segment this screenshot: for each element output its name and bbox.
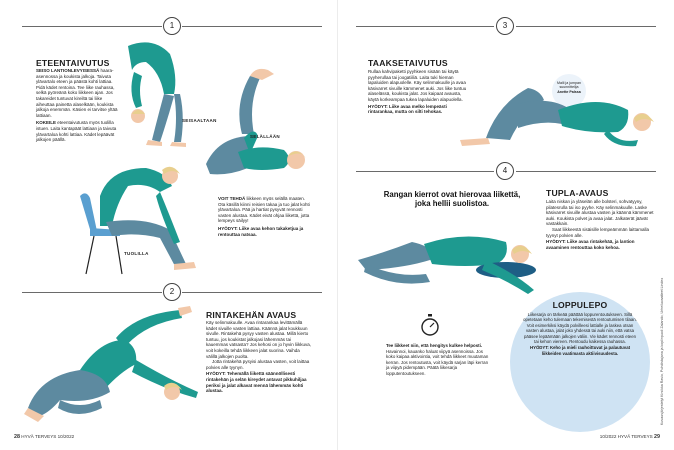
hyodyt-text: Liike avaa melko lempeästi rintarankaa, mutta on silti tehokas. [368, 103, 447, 115]
badge-line: Malli ja jumpan [557, 81, 581, 85]
section-title-taaksetaivutus: TAAKSETAIVUTUS [368, 58, 448, 68]
body-text: liikkeen myös selällä maaten. Ota käsillä kiinni reisien takaa ja tuo jalat kohti ylävartaloa. Pää ja hartiat pysyvät rennosti vasten alustaa. Kädet eivät ohjaa liikettä, jotta lempeys säilyy! [218, 196, 310, 224]
body-text: Jotta rintakehä pysyisi alustaa vasten, voit laittaa polvies alle tyynyn. [206, 359, 310, 370]
hyodyt-label: HYÖDYT: [529, 345, 549, 351]
badge-name: Anette Palssa [557, 89, 581, 94]
body-text: Liikesarja on tärkeää päättää loppurentoutukseen. Sillä opetetaan keho tulemaan tekemisestä rentoutumisen tilaan. Voit esimerkiksi käydä polvilleesi lattialle ja laskea otsan vasten alustaa, jalat joko yhdessä tai auki niin, että vatsa pääsee lepäämään jalkojen väliin. Vie kädet rennosti eteen tai kehon viereen. Rentoudu kaikessa rauhassa. [523, 312, 637, 345]
photo-credits: Kuvausjärjestelyt Kirsikka Ravio, Puhdistajana ja koplinpuoli Zalando, Urheiluvaatteet Lindex [660, 277, 664, 425]
footer-text: HYVÄ TERVEYS 10/2022 [21, 434, 75, 439]
label-tuolilla: TUOLILLA [124, 251, 149, 256]
double-opener-figure [356, 212, 552, 296]
section-title-rintakehan-avaus: RINTAKEHÄN AVAUS [206, 310, 297, 320]
standing-forward-bend-figure [108, 36, 198, 154]
divider [356, 171, 494, 172]
body-text: eteentaivutusta myös tuolilla istuen. Laita kantapäät lattiaan ja taivuta ylävartaloa kohti lattiaa. Kädet lepäävät jalkojen päällä. [36, 120, 117, 143]
stopwatch-icon [420, 314, 440, 336]
lead-text: KOKEILE [36, 120, 57, 126]
hyodyt-text: Keho ja mieli rauhoittuvat ja palautuvat liikkeiden vaatimasta aktiivisuudesta. [541, 345, 631, 356]
eteentaivutus-text [36, 68, 118, 143]
page-number: 28 [14, 434, 20, 440]
rintakehan-text [206, 320, 312, 394]
divider [516, 26, 656, 27]
voit-tehda-text [218, 196, 312, 237]
hyodyt-text: Liike avaa kehon takaketjua ja rentouttaa natsaa. [218, 225, 304, 237]
hyodyt-label: HYÖDYT: [546, 239, 566, 245]
section-title-loppulepo: LOPPULEPO [552, 300, 608, 310]
section-title-tupla-avaus: TUPLA-AVAUS [546, 188, 609, 198]
step-number-3: 3 [496, 17, 514, 35]
step-number-1: 1 [163, 17, 181, 35]
footer-text: 10/2022 HYVÄ TERVEYS [599, 434, 653, 439]
lying-legs-up-figure [198, 64, 316, 184]
tip-body: Havainnoi, kauanko haluat viipyä asennoissa. Jos koko kaipaa aktivointia, voit tehdä liikkeet muutaman kerran. Jos rentoutusta, voit käydä sarjan läpi kerran ja viipyä pidempään. Päätä liikesarja lopputentoutukseen. [386, 348, 489, 376]
body-text: Laita niskan ja yläselän alle bolsteri, sohvatyyny, pilatesrulla tai iso pyyhe. Käy selinmakuulle. Laske käsivarret sivuille alustaa vasten ja käännä kämmenet auki. Koukista polvet ja avaa jalat. Jalkaterät jäävät vastakkain. [546, 199, 654, 227]
body-text: Rullaa kahvipaketti pyyhkeen sisään tai käytä pyyherullaa tai joogatiiliä. Laita tuki hieman lapaluiden alapuolelle. Käy selinmakuulle ja avaa käsivarret sivuille kämmenet auki. Jos liike tuntuu alaselässä, koukista jalat. Jos kaipaat avausta, käytä korkeampaa tukea lapaluiden alapuolella. [368, 69, 467, 102]
tip-text [386, 343, 490, 377]
hyodyt-text: Tehemällä liikettä säännöllisesti rintakehän ja selän kireydet antavat pikkuhiljaa periksi ja jalat alkavat mennä lähemmäs kohti alustaa. [206, 371, 307, 394]
body-text: haara-asennossa ja koukista jalkoja. Taivuta ylävartalo eteen ja päästä kohti lattiaa. Pidä kädet rentoina. Tee liike rauhassa, selkä pyöreänä koko liikkeen ajan. Jos takareidet tuntuvat kireiltä tai liike aiheuttaa painetta alaselkään, koukista jalkoja enemmän. Käsien ei tarvitse yltää lattiaan. [36, 68, 118, 118]
divider [22, 292, 162, 293]
page-number: 29 [654, 434, 660, 440]
taaksetaivutus-text [368, 69, 468, 115]
lead-text: VOIT TEHDÄ [218, 196, 246, 201]
hyodyt-text: Liike avaa rintakehää, ja lantion avaaminen rentouttaa koko kehoa. [546, 239, 635, 250]
divider [516, 171, 656, 172]
section-title-eteentaivutus: ETEENTAIVUTUS [36, 58, 110, 68]
hyodyt-label: HYÖDYT: [206, 371, 226, 377]
chest-opener-figure [20, 300, 198, 426]
divider [182, 26, 322, 27]
divider [182, 292, 322, 293]
label-selallaan: SELÄLLÄÄN [250, 134, 280, 139]
body-text: Saat liikkeestä sisäisille lempeämmän laittamalla tyynyt polvien alle. [546, 226, 650, 238]
divider [22, 26, 162, 27]
pull-quote: Rangan kierrot ovat hierovaa liikettä, joka hellii suolistoa. [383, 190, 521, 209]
divider [356, 26, 494, 27]
badge-line: suunnittelija [559, 85, 579, 90]
body-text: Käy selinmakuulle. Avaa rintarankaa levittämällä kädet sivuille vasten lattiaa. Käännä jalat koukkuun sivulle. Rintakehä pysyy vasten alustaa. Millä kierto tuntuu, jos koukistat jalkojasi lähemmäs tai kauemmas vatsasta? Jos kehosi on jo hyvin liikkuva, voit kokeilla tehdä liikkeen jalat suorina. Vaihda välillä jalkojen puolta. [206, 320, 312, 359]
tupla-text [546, 199, 654, 250]
tip-lead: Tee liikkeet niin, että hengitys kulkee helposti. [386, 343, 483, 348]
right-page [337, 0, 674, 450]
step-number-2: 2 [163, 283, 181, 301]
page-footer-right [600, 434, 660, 440]
step-number-4: 4 [496, 162, 514, 180]
hyodyt-label: HYÖDYT: [368, 103, 388, 109]
lead-text: SEISO LANTIONLEVYISESSÄ [36, 68, 100, 73]
page-footer-left [14, 434, 74, 440]
back-bend-figure [458, 74, 658, 148]
loppulepo-text [522, 312, 638, 356]
hyodyt-label: HYÖDYT: [218, 225, 238, 231]
chair-forward-bend-figure [76, 156, 206, 278]
label-seisaaltaan: SEISAALTAAN [182, 118, 217, 123]
